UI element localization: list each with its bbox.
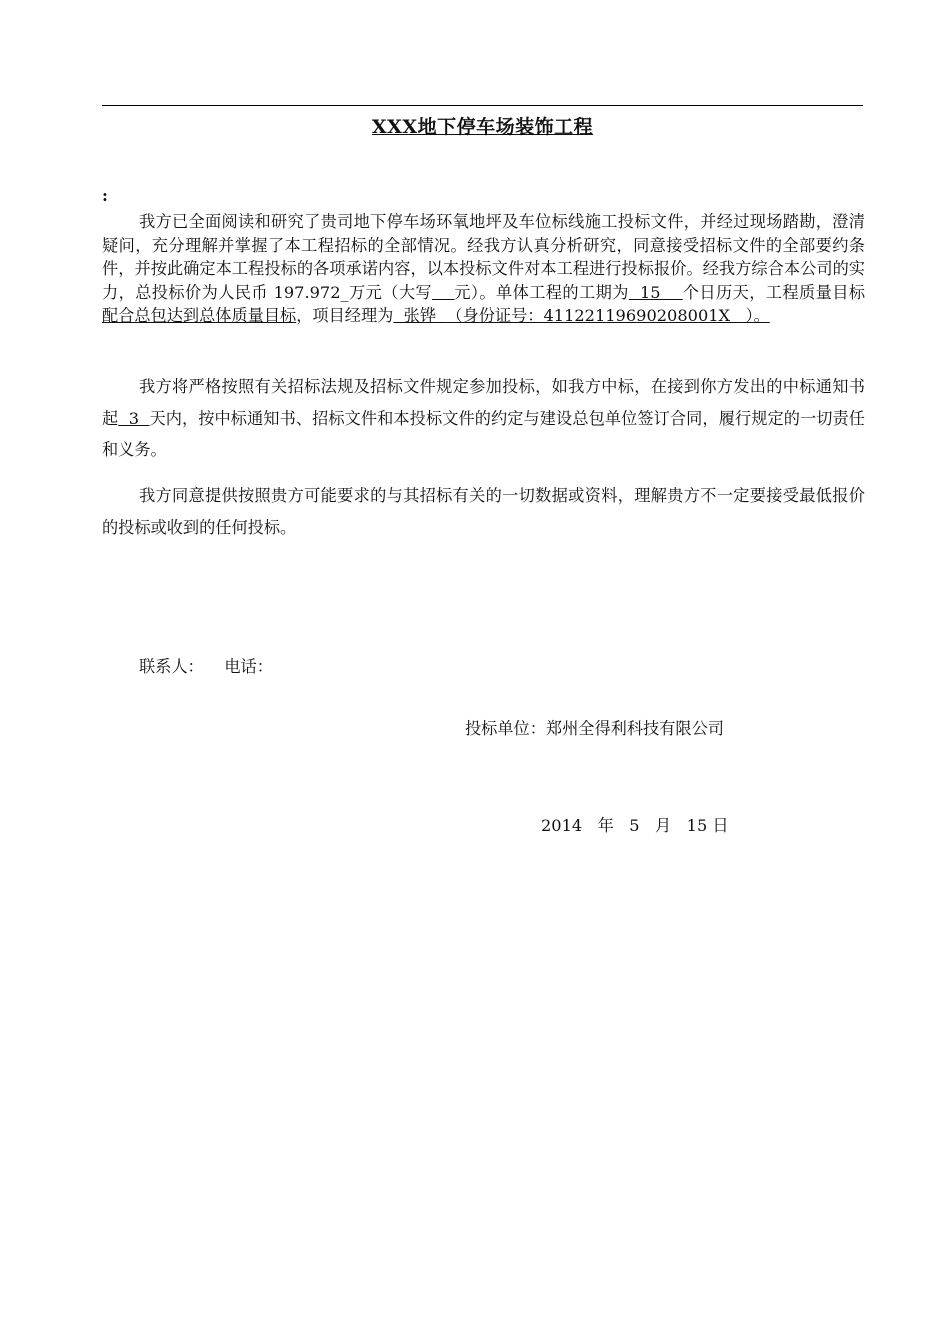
date-day-unit: 日 bbox=[712, 816, 729, 835]
p1-text-3: 个日历天，工程质量目标 bbox=[682, 282, 866, 302]
contact-line: 联系人： 电话： bbox=[139, 657, 273, 676]
date-year-unit: 年 bbox=[597, 816, 614, 835]
p2-text-1: 我方将严格按照有关招标法规及招标文件规定参加投标，如我方中标，在接到你方发出的中标通知书起 bbox=[102, 377, 865, 428]
date-year: 2014 bbox=[541, 816, 583, 835]
duration-value: 15 bbox=[628, 282, 683, 302]
salutation-colon: : bbox=[102, 186, 108, 205]
p1-text-1: 我方已全面阅读和研究了贵司地下停车场环氧地坪及车位标线施工投标文件，并经过现场踏勘，澄清疑问，充分理解并掌握了本工程招标的全部情况。经我方认真分析研究，同意接受招标文件的全部要约条件，并按此确定本工程投标的各项承诺内容，以本投标文件对本工程进行投标报价。经我方综合本公司的实力，总投标价为人民币 197.972_万元（大写 bbox=[102, 212, 865, 302]
paragraph-data-provision: 我方同意提供按照贵方可能要求的与其招标有关的一切数据或资料，理解贵方不一定要接受最低报价的投标或收到的任何投标。 bbox=[102, 486, 865, 537]
signing-date bbox=[541, 812, 729, 836]
paragraph-contract-commitment bbox=[102, 371, 865, 466]
date-day: 15 bbox=[686, 816, 708, 835]
header-rule bbox=[102, 105, 863, 106]
contract-days-value: 3 bbox=[118, 408, 150, 428]
uppercase-amount-blank bbox=[432, 283, 454, 302]
p1-text-4: ，项目经理为 bbox=[296, 306, 394, 325]
id-number: 41122119690208001X ）。 bbox=[543, 306, 770, 325]
paragraph-bid-statement bbox=[102, 210, 865, 328]
p1-text-5: （身份证号： bbox=[446, 306, 544, 325]
project-manager-name: 张铧 bbox=[393, 306, 447, 325]
p1-text-2: 元）。单体工程的工期为 bbox=[454, 282, 629, 302]
date-month: 5 bbox=[629, 816, 640, 835]
bidder-company: 投标单位：郑州全得利科技有限公司 bbox=[465, 719, 724, 738]
quality-target: 配合总包达到总体质量目标 bbox=[102, 306, 297, 325]
document-title: XXX地下停车场装饰工程 bbox=[371, 116, 594, 138]
p2-text-2: 天内，按中标通知书、招标文件和本投标文件的约定与建设总包单位签订合同，履行规定的一切责任和义务。 bbox=[102, 408, 865, 459]
date-month-unit: 月 bbox=[655, 816, 672, 835]
